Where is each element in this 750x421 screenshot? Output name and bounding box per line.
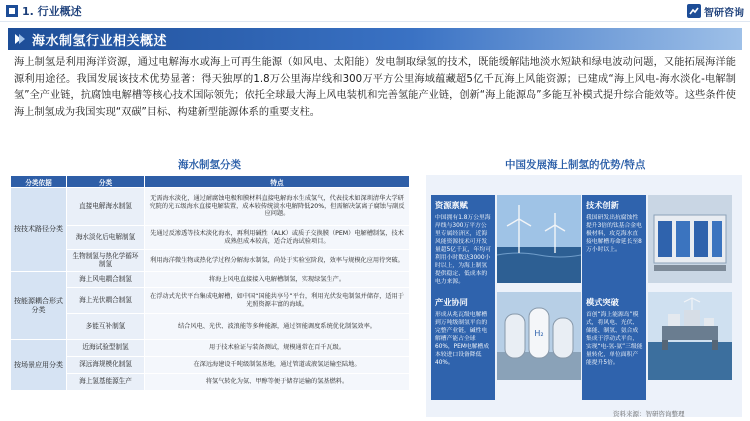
table-row: [11, 340, 410, 357]
intro-paragraph: 海上制氢是利用海洋资源，通过电解海水或海上可再生能源（如风电、太阳能）发电制取绿氢的技术，既能缓解陆地淡水短缺和绿电波动问题，又能拓展海洋能源利用途径。我国发展该技术优势显著：得天独厚的1.8万公里海岸线和300万平方公里海域蕴藏超5亿千瓦海上风能资源；已建成“海上风电-海水淡化-电解制氢”全产业链，抗腐蚀电解槽等核心技术国际领先；依托全球最大海上风电装机和完善氢能产业链，创新“海上能源岛”多能互补模式提升综合能效等。这些条件使海上制氢成为我国实现“双碳”目标、构建新型能源体系的重要支柱。: [14, 57, 736, 118]
method-cell: 多能互补制氢: [67, 314, 145, 340]
desc-cell: 利用海洋微生物或热化学过程分解海水制氢，尚处于实验室阶段，效率与规模化应用待突破。: [145, 250, 410, 272]
energy-island-image: [648, 292, 732, 380]
method-cell: 海上氢基能源生产: [67, 374, 145, 391]
card-title: 模式突破: [586, 297, 619, 307]
classification-table: [10, 175, 410, 391]
desc-cell: 在深远海建设千吨级制氢基地，通过管道或液氢运输至陆地。: [145, 357, 410, 374]
desc-cell: 用于技术验证与装备测试，规模通常在百千瓦级。: [145, 340, 410, 357]
method-cell: 生物制氢与热化学循环制氢: [67, 250, 145, 272]
table-row: [11, 288, 410, 314]
table-row: [11, 314, 410, 340]
source-credit: 资料来源：智研咨询整理: [613, 410, 685, 418]
advantage-card-model: [582, 292, 646, 400]
top-bar: [0, 0, 750, 22]
desc-cell: 无需海水淡化，通过耐腐蚀电极和膜材料直接电解海水生成氢气，代表技术如深圳清华大学研究院的光五级海水直接电解装置，成本较传统淡水电解降低20%，但需解决氯离子腐蚀与副反应问题。: [145, 188, 410, 226]
electrolyzer-image: [648, 195, 732, 283]
advantage-card-resources: [431, 195, 495, 303]
brand-logo: [687, 3, 744, 19]
method-cell: 近海试验型制氢: [67, 340, 145, 357]
hydrogen-tanks-image: [497, 292, 581, 380]
method-cell: 海水淡化后电解制氢: [67, 226, 145, 250]
svg-text:H₂: H₂: [534, 329, 544, 338]
offshore-wind-image: [497, 195, 581, 283]
desc-cell: 先通过反渗透等技术淡化海水，再利用碱性（ALK）或质子交换膜（PEM）电解槽制氢，技术成熟但成本较高，适合近海试验项目。: [145, 226, 410, 250]
table-header-row: [11, 176, 410, 188]
card-body: 我国研发出抗腐蚀性提升3倍的钛基合金电极材料，攻克海水直接电解槽寿命延长至8万小时以上。: [586, 215, 642, 253]
logo-text: 智研咨询: [704, 7, 744, 19]
category-cell: 按场景应用分类: [11, 340, 67, 391]
header-feature: 特点: [145, 176, 410, 188]
card-title: 技术创新: [586, 200, 619, 210]
category-cell: 按技术路径分类: [11, 188, 67, 272]
method-cell: 直接电解海水制氢: [67, 188, 145, 226]
advantages-title: 中国发展海上制氢的优势/特点: [505, 159, 646, 171]
table-row: [11, 357, 410, 374]
desc-cell: 在浮动式光伏平台集成电解槽，如中国“国能共享号”平台，利用光伏发电制氢并储存，适用于光照资源丰富的海域。: [145, 288, 410, 314]
chevron-right-icon: [12, 32, 26, 46]
page-title: 海水制氢行业相关概述: [32, 34, 168, 49]
desc-cell: 将海上风电直接接入电解槽制氢，实现绿氢生产。: [145, 272, 410, 288]
method-cell: 深远海规模化制氢: [67, 357, 145, 374]
card-body: 形成从兆瓦级电解槽到万吨级制氢平台的完整产业链，碱性电解槽产能占全球60%，PEM电解槽成本较进口设备降低40%。: [435, 312, 490, 366]
table-row: [11, 226, 410, 250]
header-basis: 分类依据: [11, 176, 67, 188]
card-body: 中国拥有1.8万公里海岸线与300万平方公里专属经济区，近海风能资源技术可开发量超5亿千瓦，年均可利用小时数达3000小时以上，为海上制氢提供稳定、低成本的电力来源。: [435, 215, 491, 285]
table-row: [11, 188, 410, 226]
method-cell: 海上光伏耦合制氢: [67, 288, 145, 314]
section-title: 1. 行业概述: [22, 5, 82, 18]
category-cell: 按能源耦合形式分类: [11, 272, 67, 340]
method-cell: 海上风电耦合制氢: [67, 272, 145, 288]
section-marker-icon: [6, 5, 18, 17]
logo-icon: [687, 4, 701, 18]
table-row: [11, 374, 410, 391]
desc-cell: 结合风电、光伏、波浪能等多种能源，通过智能调度系统优化制氢效率。: [145, 314, 410, 340]
card-title: 资源禀赋: [435, 200, 468, 210]
desc-cell: 将氢气转化为氨、甲醇等便于储存运输的氢基燃料。: [145, 374, 410, 391]
title-banner: [8, 28, 742, 50]
advantage-card-technology: [582, 195, 646, 303]
table-row: [11, 250, 410, 272]
table-row: [11, 272, 410, 288]
card-body: 首创“海上能源岛”模式，将风电、光伏、储能、制氢、氨合成集成于浮动式平台，实现“电-氢-氨”三级能量转化，单位面积产能提升5倍。: [586, 312, 643, 366]
header-class: 分类: [67, 176, 145, 188]
card-title: 产业协同: [435, 297, 468, 307]
advantage-card-industry: [431, 292, 495, 400]
table-title: 海水制氢分类: [178, 159, 241, 171]
